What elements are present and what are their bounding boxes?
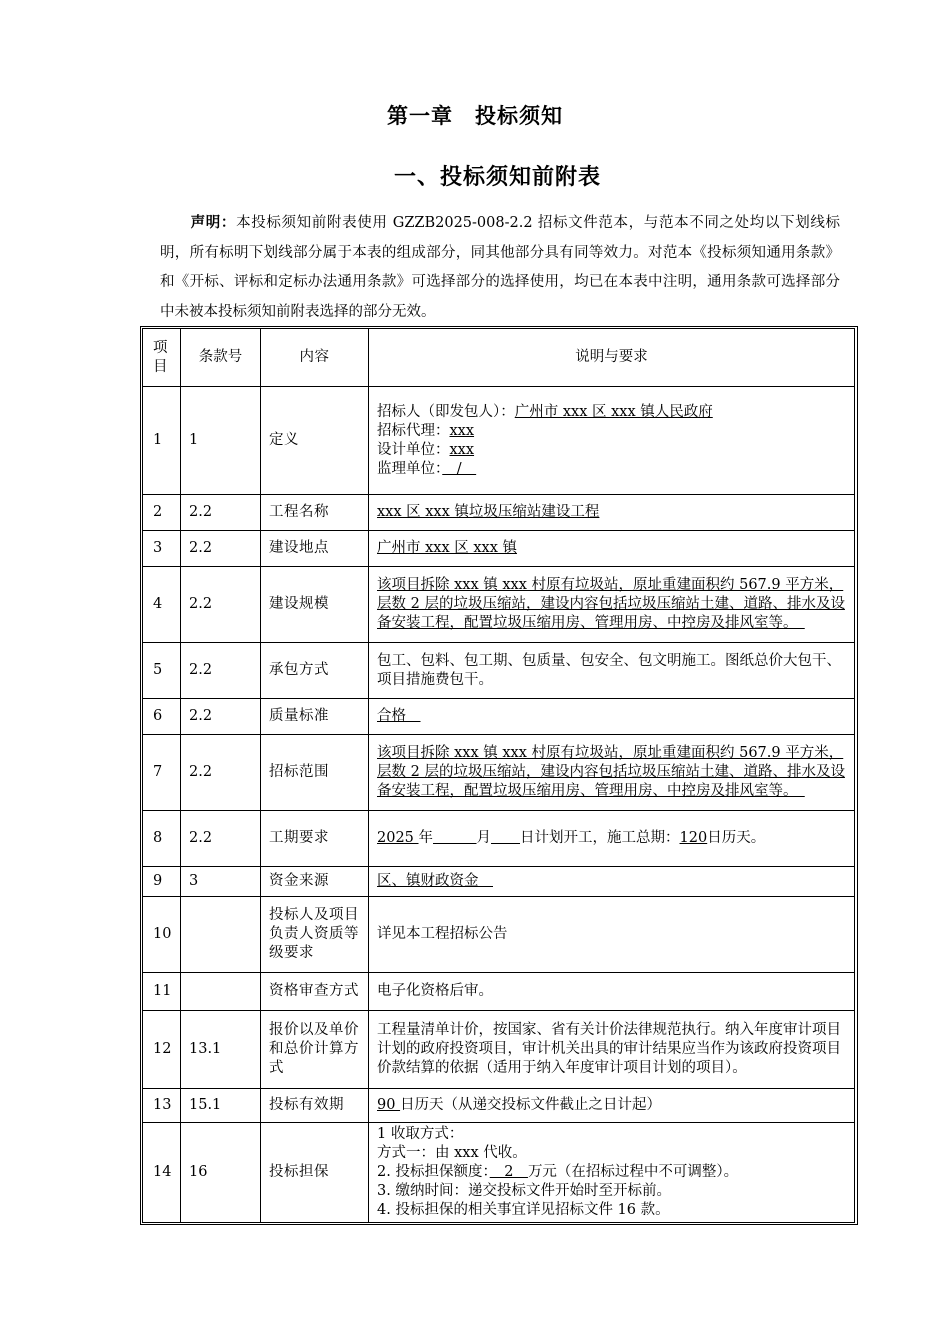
total-days: 120	[679, 830, 708, 846]
underlined-value: 区、镇财政资金	[377, 873, 493, 889]
description-line	[377, 872, 846, 891]
cell-content: 定义	[261, 387, 369, 495]
cell-description	[369, 1089, 855, 1123]
cell-content: 报价以及单价和总价计算方式	[261, 1011, 369, 1089]
table-row	[143, 495, 855, 531]
description-text: 招标代理：	[377, 422, 450, 439]
day-blank	[491, 830, 520, 846]
cell-content: 建设地点	[261, 531, 369, 567]
statement-paragraph	[160, 208, 840, 327]
description-text: 月	[476, 830, 492, 846]
cell-content: 招标范围	[261, 735, 369, 811]
table-row	[143, 699, 855, 735]
start-year: 2025	[377, 830, 419, 846]
cell-item: 6	[143, 699, 181, 735]
cell-content: 工程名称	[261, 495, 369, 531]
description-line	[377, 982, 846, 1001]
underlined-value: xxx	[449, 422, 475, 439]
cell-content: 工期要求	[261, 811, 369, 867]
description-line	[377, 1163, 846, 1182]
cell-content: 资格审查方式	[261, 973, 369, 1011]
table-row	[143, 1123, 855, 1223]
cell-clause: 2.2	[181, 811, 261, 867]
chapter-title: 第一章 投标须知	[387, 104, 563, 128]
cell-clause	[181, 897, 261, 973]
cell-item: 8	[143, 811, 181, 867]
validity-days: 90	[377, 1097, 401, 1113]
cell-clause: 3	[181, 867, 261, 897]
underlined-value: /	[442, 460, 477, 477]
underlined-value: xxx 区 xxx 镇垃圾压缩站建设工程	[377, 504, 600, 520]
cell-description	[369, 897, 855, 973]
cell-clause: 2.2	[181, 531, 261, 567]
table-row	[143, 1011, 855, 1089]
description-line	[377, 503, 846, 522]
statement-text: 本投标须知前附表使用 GZZB2025-008-2.2 招标文件范本，与范本不同之处均以下划线标明，所有标明下划线部分属于本表的组成部分，同其他部分具有同等效力。对范本《投标须知通用条款》和《开标、评标和定标办法通用条款》可选择部分的选择使用，均已在本表中注明，通用条款可选择部分中未被本投标须知前附表选择的部分无效。	[160, 215, 841, 320]
underlined-value: xxx	[449, 441, 475, 458]
description-line	[377, 1182, 846, 1201]
table-row	[143, 387, 855, 495]
description-line	[377, 1125, 846, 1144]
underlined-value: 该项目拆除 xxx 镇 xxx 村原有垃圾站，原址重建面积约 567.9 平方米，层数 2 层的垃圾压缩站，建设内容包括垃圾压缩站土建、道路、排水及设备安装工程，配置垃圾压缩用房、管理用房、中控房及排风室等。	[377, 745, 845, 799]
header-item: 项目	[143, 329, 181, 387]
bid-notice-table-frame	[140, 326, 858, 1225]
cell-description	[369, 1123, 855, 1223]
cell-description	[369, 735, 855, 811]
cell-description	[369, 643, 855, 699]
bond-amount: 2	[489, 1164, 528, 1180]
description-line	[377, 403, 846, 422]
cell-clause: 2.2	[181, 567, 261, 643]
cell-content: 质量标准	[261, 699, 369, 735]
description-text: 详见本工程招标公告	[377, 926, 508, 942]
cell-item: 14	[143, 1123, 181, 1223]
cell-clause: 13.1	[181, 1011, 261, 1089]
cell-item: 13	[143, 1089, 181, 1123]
table-row	[143, 973, 855, 1011]
cell-content: 投标人及项目负责人资质等级要求	[261, 897, 369, 973]
underlined-value: 广州市 xxx 区 xxx 镇人民政府	[514, 403, 713, 420]
cell-description	[369, 567, 855, 643]
underlined-value: 广州市 xxx 区 xxx 镇	[377, 540, 518, 556]
description-line	[377, 652, 846, 690]
description-line	[377, 576, 846, 633]
table-row	[143, 643, 855, 699]
table-row	[143, 531, 855, 567]
description-line	[377, 744, 846, 801]
description-text: 设计单位：	[377, 441, 450, 458]
description-text: 3. 缴纳时间：递交投标文件开始时至开标前。	[377, 1183, 671, 1199]
table-row	[143, 897, 855, 973]
description-text: 方式一：由 xxx 代收。	[377, 1145, 527, 1161]
cell-item: 3	[143, 531, 181, 567]
description-line	[377, 707, 846, 726]
cell-description	[369, 387, 855, 495]
cell-item: 2	[143, 495, 181, 531]
description-text: 日历天（从递交投标文件截止之日计起）	[400, 1097, 662, 1113]
description-line	[377, 1144, 846, 1163]
cell-clause: 1	[181, 387, 261, 495]
cell-content: 投标担保	[261, 1123, 369, 1223]
underlined-value: 该项目拆除 xxx 镇 xxx 村原有垃圾站，原址重建面积约 567.9 平方米，层数 2 层的垃圾压缩站，建设内容包括垃圾压缩站土建、道路、排水及设备安装工程，配置垃圾压缩用房、管理用房、中控房及排风室等。	[377, 577, 845, 631]
cell-description	[369, 531, 855, 567]
description-text: 电子化资格后审。	[377, 983, 493, 999]
table-row	[143, 735, 855, 811]
underlined-value: 合格	[377, 708, 421, 724]
cell-description	[369, 699, 855, 735]
cell-clause: 16	[181, 1123, 261, 1223]
cell-clause: 15.1	[181, 1089, 261, 1123]
description-line	[377, 460, 846, 479]
description-line	[377, 925, 846, 944]
bid-notice-table	[142, 328, 855, 1223]
table-row	[143, 811, 855, 867]
cell-content: 建设规模	[261, 567, 369, 643]
section-title: 一、投标须知前附表	[393, 165, 601, 190]
description-text: 日历天。	[707, 830, 766, 846]
description-text: 包工、包料、包工期、包质量、包安全、包文明施工。图纸总价大包干、项目措施费包干。	[377, 652, 841, 688]
description-text: 1 收取方式：	[377, 1126, 464, 1142]
description-text: 工程量清单计价，按国家、省有关计价法律规范执行。纳入年度审计项目计划的政府投资项目，审计机关出具的审计结果应当作为该政府投资项目价款结算的依据（适用于纳入年度审计项目计划的项目）。	[377, 1022, 841, 1076]
description-line	[377, 422, 846, 441]
description-text: 招标人（即发包人）：	[377, 403, 515, 420]
description-text: 4. 投标担保的相关事宜详见招标文件 16 款。	[377, 1202, 670, 1218]
description-line	[377, 1021, 846, 1078]
cell-description	[369, 867, 855, 897]
table-row	[143, 867, 855, 897]
cell-description	[369, 973, 855, 1011]
cell-content: 承包方式	[261, 643, 369, 699]
description-text: 2. 投标担保额度：	[377, 1164, 490, 1180]
cell-item: 10	[143, 897, 181, 973]
month-blank	[433, 830, 477, 846]
description-text: 万元（在招标过程中不可调整）。	[527, 1164, 739, 1180]
header-clause: 条款号	[181, 329, 261, 387]
cell-item: 11	[143, 973, 181, 1011]
table-header-row	[143, 329, 855, 387]
table-row	[143, 567, 855, 643]
cell-item: 12	[143, 1011, 181, 1089]
description-line	[377, 1201, 846, 1220]
cell-item: 7	[143, 735, 181, 811]
cell-clause	[181, 973, 261, 1011]
header-content: 内容	[261, 329, 369, 387]
description-text: 日计划开工，施工总期：	[520, 830, 680, 846]
description-text: 监理单位：	[377, 460, 443, 477]
description-line	[377, 441, 846, 460]
cell-clause: 2.2	[181, 495, 261, 531]
cell-item: 4	[143, 567, 181, 643]
cell-description	[369, 811, 855, 867]
statement-lead: 声明：	[190, 214, 237, 231]
description-line	[377, 539, 846, 558]
cell-clause: 2.2	[181, 699, 261, 735]
cell-clause: 2.2	[181, 643, 261, 699]
cell-content: 资金来源	[261, 867, 369, 897]
cell-description	[369, 1011, 855, 1089]
cell-item: 1	[143, 387, 181, 495]
table-row	[143, 1089, 855, 1123]
cell-content: 投标有效期	[261, 1089, 369, 1123]
cell-description	[369, 495, 855, 531]
description-text: 年	[418, 830, 434, 846]
cell-item: 9	[143, 867, 181, 897]
cell-clause: 2.2	[181, 735, 261, 811]
cell-item: 5	[143, 643, 181, 699]
header-description: 说明与要求	[369, 329, 855, 387]
